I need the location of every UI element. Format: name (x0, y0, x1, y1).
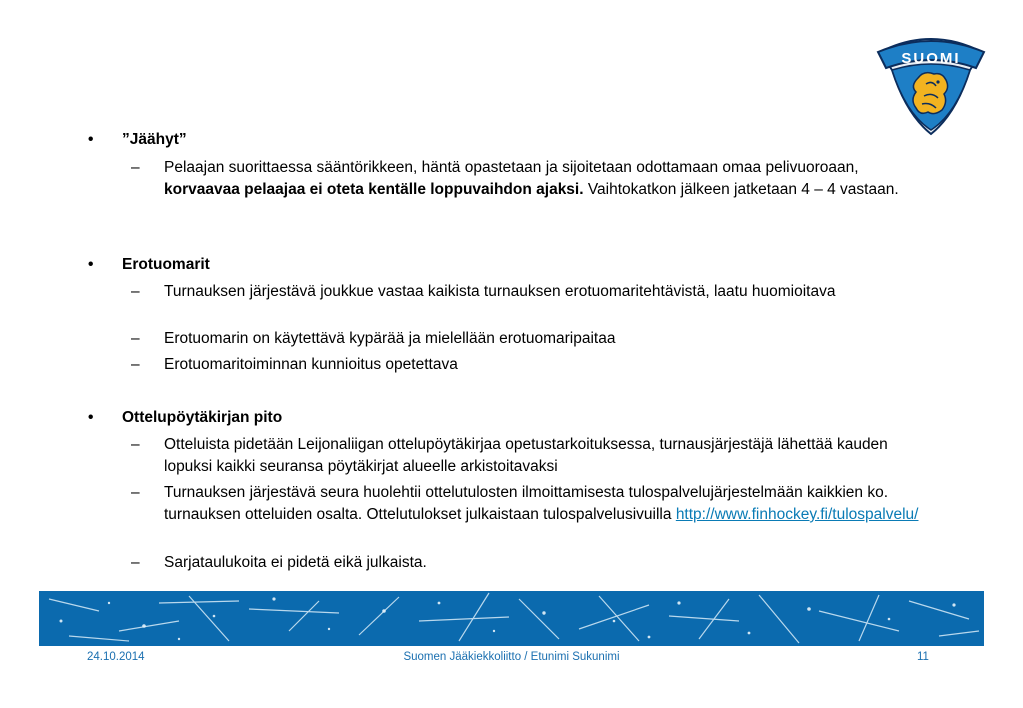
list-item: – Erotuomarin on käytettävä kypärää ja mielellään erotuomaripaitaa (131, 330, 616, 347)
tulospalvelu-link[interactable]: http://www.finhockey.fi/tulospalvelu/ (675, 506, 919, 523)
page-number: 11 (917, 651, 929, 663)
ice-scratches (39, 591, 984, 646)
section-heading-text: Erotuomarit (122, 256, 210, 273)
list-item: – Sarjataulukoita ei pidetä eikä julkaista. (131, 554, 427, 571)
section-heading-text: ”Jäähyt” (122, 131, 187, 148)
list-item: – Turnauksen järjestävä joukkue vastaa kaikista turnauksen erotuomaritehtävistä, laatu huomioitava (131, 283, 836, 300)
lion-emblem (913, 73, 948, 114)
logo-text: SUOMI (901, 50, 961, 67)
list-item: – Pelaajan suorittaessa sääntörikkeen, häntä opastetaan ja sijoitetaan odottamaan omaa pelivuoroaan, korvaavaa pelaajaa ei oteta kentälle loppuvaihdon ajaksi. Vaihtokatkon jälkeen jatketaan 4 – 4 vastaan. (131, 159, 899, 198)
footer-center-text: Suomen Jääkiekkoliitto / Etunimi Sukunimi (403, 651, 620, 663)
list-item: – Erotuomaritoiminnan kunnioitus opetettava (131, 356, 458, 373)
footer-date: 24.10.2014 (87, 651, 145, 663)
list-item: – Turnauksen järjestävä seura huolehtii ottelutulosten ilmoittamisesta tulospalvelujärjestelmään kaikkien ko. turnauksen otteluiden osalta. Ottelutulokset julkaistaan tulospalvelusivuilla http://www.finhockey.fi/tulospalvelu/ (131, 484, 919, 523)
list-item: – Otteluista pidetään Leijonaliigan ottelupöytäkirjaa opetustarkoituksessa, turnausjärjestäjä lähettää kauden lopuksi kaikki seuransa pöytäkirjat alueelle arkistoitavaksi (131, 436, 888, 475)
suomi-logo (866, 30, 996, 138)
ice-texture-banner (39, 591, 984, 646)
section-heading-text: Ottelupöytäkirjan pito (122, 409, 283, 426)
